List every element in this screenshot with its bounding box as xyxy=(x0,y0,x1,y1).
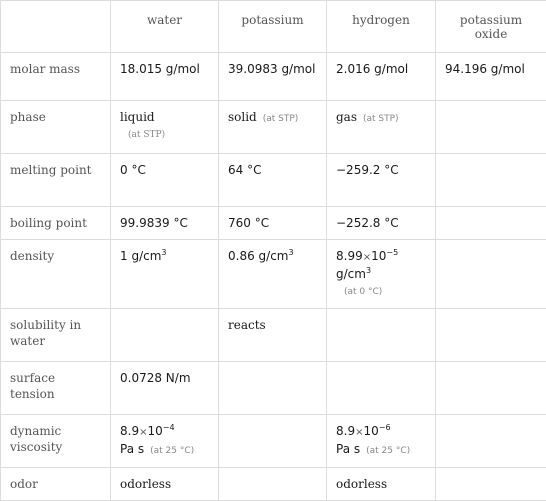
header-corner xyxy=(1,1,111,53)
cell-water-density xyxy=(111,240,219,309)
viscosity-power: −4 xyxy=(163,423,175,432)
row-label-dynamic-viscosity: dynamic viscosity xyxy=(1,415,111,468)
cell-potassium-oxide-solubility xyxy=(436,309,546,362)
times-sign: × xyxy=(139,427,147,438)
header-row xyxy=(1,1,546,53)
table-row xyxy=(1,468,546,501)
viscosity-unit: Pa s xyxy=(120,442,144,456)
row-label-odor: odor xyxy=(1,468,111,501)
density-value: 1 g/cm xyxy=(120,249,161,263)
viscosity-base: 10 xyxy=(147,424,162,438)
density-base: 10 xyxy=(371,249,386,263)
cell-water-surface-tension: 0.0728 N/m xyxy=(111,362,219,415)
table-row xyxy=(1,362,546,415)
table-row xyxy=(1,207,546,240)
cell-potassium-boiling-point: 760 °C xyxy=(219,207,327,240)
cell-water-molar-mass: 18.015 g/mol xyxy=(111,53,219,101)
table-row xyxy=(1,154,546,207)
cell-potassium-viscosity xyxy=(219,415,327,468)
viscosity-condition: (at 25 °C) xyxy=(366,446,410,456)
density-unit: g/cm xyxy=(336,267,366,281)
cell-hydrogen-molar-mass: 2.016 g/mol xyxy=(327,53,436,101)
phase-value: liquid xyxy=(120,110,155,124)
cell-hydrogen-boiling-point: −252.8 °C xyxy=(327,207,436,240)
cell-hydrogen-density xyxy=(327,240,436,309)
table-row xyxy=(1,309,546,362)
cell-potassium-melting-point: 64 °C xyxy=(219,154,327,207)
viscosity-mantissa: 8.9 xyxy=(120,424,139,438)
row-label-solubility: solubility in water xyxy=(1,309,111,362)
table-row xyxy=(1,53,546,101)
cell-potassium-surface-tension xyxy=(219,362,327,415)
row-label-melting-point: melting point xyxy=(1,154,111,207)
cell-potassium-oxide-odor xyxy=(436,468,546,501)
row-label-phase: phase xyxy=(1,101,111,154)
phase-condition: (at STP) xyxy=(363,114,399,124)
row-label-molar-mass: molar mass xyxy=(1,53,111,101)
times-sign: × xyxy=(363,252,371,263)
header-potassium-oxide: potassium oxide xyxy=(436,1,546,53)
cell-potassium-solubility: reacts xyxy=(219,309,327,362)
cell-potassium-oxide-viscosity xyxy=(436,415,546,468)
cell-hydrogen-phase xyxy=(327,101,436,154)
phase-value: gas xyxy=(336,110,357,124)
density-mantissa: 8.99 xyxy=(336,249,363,263)
density-exponent: 3 xyxy=(288,248,293,257)
cell-water-boiling-point: 99.9839 °C xyxy=(111,207,219,240)
cell-potassium-molar-mass: 39.0983 g/mol xyxy=(219,53,327,101)
cell-hydrogen-viscosity xyxy=(327,415,436,468)
cell-water-viscosity xyxy=(111,415,219,468)
cell-water-phase xyxy=(111,101,219,154)
cell-potassium-odor xyxy=(219,468,327,501)
density-value: 0.86 g/cm xyxy=(228,249,288,263)
cell-potassium-density xyxy=(219,240,327,309)
cell-potassium-oxide-density xyxy=(436,240,546,309)
row-label-density: density xyxy=(1,240,111,309)
viscosity-unit: Pa s xyxy=(336,442,360,456)
cell-water-melting-point: 0 °C xyxy=(111,154,219,207)
phase-condition: (at STP) xyxy=(263,114,299,124)
phase-value: solid xyxy=(228,110,257,124)
header-hydrogen: hydrogen xyxy=(327,1,436,53)
cell-potassium-phase xyxy=(219,101,327,154)
cell-potassium-oxide-phase xyxy=(436,101,546,154)
header-potassium: potassium xyxy=(219,1,327,53)
table-row xyxy=(1,415,546,468)
cell-potassium-oxide-melting-point xyxy=(436,154,546,207)
cell-water-odor: odorless xyxy=(111,468,219,501)
cell-potassium-oxide-surface-tension xyxy=(436,362,546,415)
cell-potassium-oxide-boiling-point xyxy=(436,207,546,240)
density-power: −5 xyxy=(386,248,398,257)
row-label-boiling-point: boiling point xyxy=(1,207,111,240)
cell-hydrogen-melting-point: −259.2 °C xyxy=(327,154,436,207)
times-sign: × xyxy=(355,427,363,438)
cell-water-solubility xyxy=(111,309,219,362)
table-row xyxy=(1,101,546,154)
viscosity-power: −6 xyxy=(379,423,391,432)
density-condition: (at 0 °C) xyxy=(344,284,426,300)
density-unit-exponent: 3 xyxy=(366,266,371,275)
cell-hydrogen-surface-tension xyxy=(327,362,436,415)
header-water: water xyxy=(111,1,219,53)
cell-hydrogen-solubility xyxy=(327,309,436,362)
density-exponent: 3 xyxy=(161,248,166,257)
phase-condition: (at STP) xyxy=(128,127,209,143)
row-label-surface-tension: surface tension xyxy=(1,362,111,415)
viscosity-mantissa: 8.9 xyxy=(336,424,355,438)
viscosity-condition: (at 25 °C) xyxy=(150,446,194,456)
table-row xyxy=(1,240,546,309)
cell-potassium-oxide-molar-mass: 94.196 g/mol xyxy=(436,53,546,101)
cell-hydrogen-odor: odorless xyxy=(327,468,436,501)
viscosity-base: 10 xyxy=(363,424,378,438)
